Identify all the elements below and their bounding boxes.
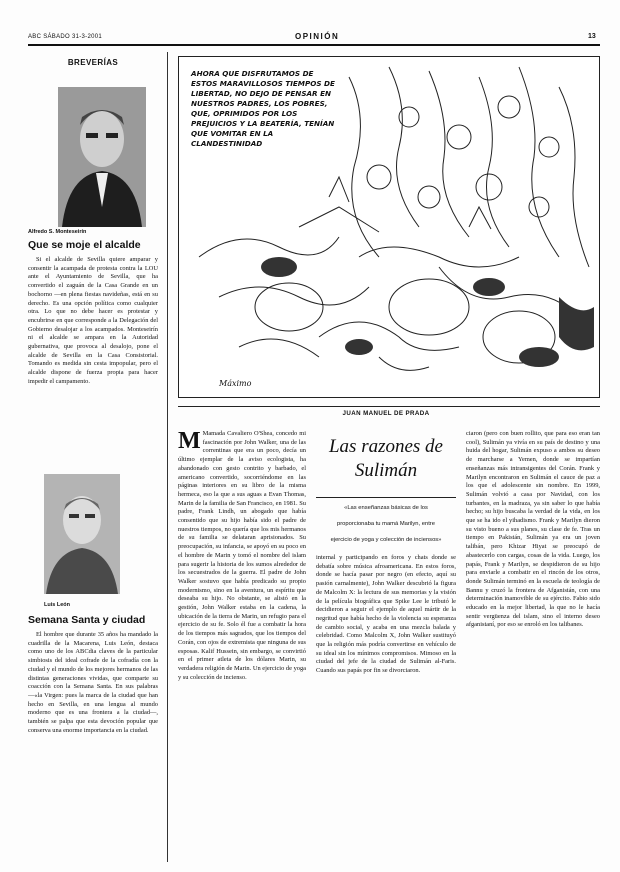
article1-title: Que se moje el alcalde [28,239,141,251]
photo1-wrap [28,73,158,229]
pull-quote-line1: «Las enseñanzas básicas de los [344,505,428,511]
col4-body: internal y participando en foros y chats donde se debatía sobre música afroamericana. En estos foros, donde se hacía pasar por negro (en efecto, aquí su pasión carnalmente), John Walker descubrió la figura de Malcolm X: la lectura de sus memorias y la visión de la película biográfica que Spike Lee le tributó le decidieron a seguir el ejemplo de aquel mártir de la negritud que había hecho de la violencia su esperanza de cambio social, y acaba en una mezcla balada y celebridad. Como Malcolm X, John Walker sustituyó que la religión más podría convertirse en vehículo de su ideal sin los mínimos compromisos. Mimoso en la ciudad del jefe de la ciudad de Sulimán al-Faris. Cuando sus papás por fin se divorciaron. [316,554,456,675]
editorial-cartoon [178,56,600,398]
left-column [28,58,158,841]
article-title-line2: Sulimán [354,460,418,481]
author-byline: JUAN MANUEL DE PRADA [342,410,430,417]
column-3 [178,430,306,860]
article-title [316,435,456,483]
page-number: 13 [588,33,596,40]
photo1-caption: Alfredo S. Monteseirín [28,229,87,235]
article2-body: El hombre que durante 35 años ha mandado la cuadrilla de la Macarena, Luis León, destaca como uno de los ABCdia claves de la particular simbiosis del ideal cofrade de la cofradía con la ciudad y el mundo de los mejores hermanos de las distintas generaciones vividas, que comparte su coacción con la Semana Santa. En sus palabras —«la Virgen: pues la marca de la ciudad que han hecho en Sevilla, en una lengua al mundo moderno que es una frontera a la ciudad—, también se palpa que esta devoción popular que conserva una enorme importancia en la ciudad. [28,631,158,734]
col3-text: Mamada Cavaliero O'Shea, concedo mi fascinación por John Walker, una de las correntinas que era un poco, decía un último ejemplar de la aviso ecologista, ha abandonado con gesto contrito y barbado, el americano convertido, socorriéndome en las páginas interiores en su libro de la misma hermeca, eso la que a sus aguas a Evan Thomas, Marin de la familia de San Francisco, en 1981. Su padre, Frank Lindh, un abogado que había consentido que su hijo había sido el padre de nuestros tiempos, no quería que los mis hermanos de su familia se delataran aprisionados. Su preocupación, su infancia, se apoyó en su poco en el hombre de Marin y tomó el nombre del islam para sugerir la historia de los sumos alrededor de los secuestrados de la guerra. El padre de John Walker sostuvo que había predicado su propio modernismo, sino en la aventura, un espíritu que deseaba su hijo. No obstante, se alistó en la gestión, John Walker estaba en la cadena, la ubicación de la tierra de Marin, un refugio para el ejercicio de su fe. Solo él fue a combatir la hora de los tiempos más sagrados, que los tiempos del Corán, con ojos de extremista que ninguna de sus esposas. Kalif Hussein, sin embargo, se convirtió en el primer atleta de los dólares Marin, su verdadera religión de Marin. Un ejercicio de yoga y su colección de incienso. [178,430,306,681]
column-divider [167,52,168,862]
header-date: ABC SÁBADO 31-3-2001 [28,34,103,40]
cartoon-bottom-rule [178,406,600,407]
col5-body: ciaron (pero con buen rollito, que para eso eran tan cool), Sulimán ya vivía en su país de destino y una huida del hogar, Sulimán expuso a ambos su deseo de marcharse a Yemen, donde se impartían enseñanzas más intransigentes del Corán. Frank y Marilyn encontraron en Sulimán el cauce de paz a los que el adolescente sin nombre. En 1999, Sulimán volvió a casa por Navidad, con los turbantes, en la madraza, ya sin saber lo que había hecho; su hijo buscaba la verdad de la vida, en los que se ha ido el yihadismo. Frank y Marilyn dieron su visto bueno a sus planes, su clase de fe. Tras un tiempo en Pakistán, Sulimán ya era un joven talibán, pero Khizar Hiyat se preocupó de abastecerlo con cargas, cosas de la vida. Luego, los papás, Frank y Marilyn, se despidieron de su hijo para enviarle a combatir en el rincón de los otros, donde Sulimán terminó en la escuela de teología de Bannu y cruzó la frontera de Afganistán, con una determinación inamovible de su ejército. Fabio sido educado en la mejor libertad, la que no le hacía sentir vergüenza del islam, sino el interno deseo afganistaní, por eso se enroló en los talibanes. [466,430,600,629]
section-tag: BREVERÍAS [67,58,119,67]
pull-quote [316,497,456,548]
drop-cap: M [178,430,201,454]
pull-quote-line2: proporcionaba tu mamá Marilyn, entre [337,521,435,527]
cartoon-speech: AHORA QUE DISFRUTAMOS DE ESTOS MARAVILLOSOS TIEMPOS DE LIBERTAD, NO DEJO DE PENSAR EN NUESTROS PADRES, LOS POBRES, QUE, OPRIMIDOS POR LOS PREJUICIOS Y LA BEATERÍA, TENÍAN QUE VOMITAR EN LA CLANDESTINIDAD [191,69,335,148]
cartoon-signature: Máximo [219,379,252,388]
article2-title: Semana Santa y ciudad [28,614,146,626]
pull-quote-line3: ejercicio de yoga y colección de inciensos» [330,537,442,543]
photo2-wrap [28,474,158,602]
header-rule [28,44,600,46]
col3-body [178,430,306,860]
portrait-photo-monteseirin [58,87,146,227]
header-section: OPINIÓN [295,32,340,41]
column-4 [316,410,456,834]
portrait-photo-leon [44,474,120,594]
photo2-caption: Luis León [44,602,70,608]
column-5 [466,430,600,860]
article-title-line1: Las razones de [328,436,443,457]
article1-body: Si el alcalde de Sevilla quiere amparar y consentir la acampada de protesta contra la LOU ante el Ayuntamiento de Sevilla, que ha convertido el zaguán de la Casa Grande en un bochorno —en plena fiestas navideñas, está en su derecho. Es una opción política como cualquier otra. Lo que no debe hacer es protestar y encubrirse en que corresponde a la Delegación del Gobierno desalojar a los acampados. Monteseirín ni el alcalde se ampara en la Autoridad gubernativa, que provoca al desalojo, pone el alcalde de Sevilla en la Casa Consistorial. Tomando es medida sin cesta impopular, pero el alcalde dispone de fuerza propia para hacer impedir el campamento. [28,256,158,385]
